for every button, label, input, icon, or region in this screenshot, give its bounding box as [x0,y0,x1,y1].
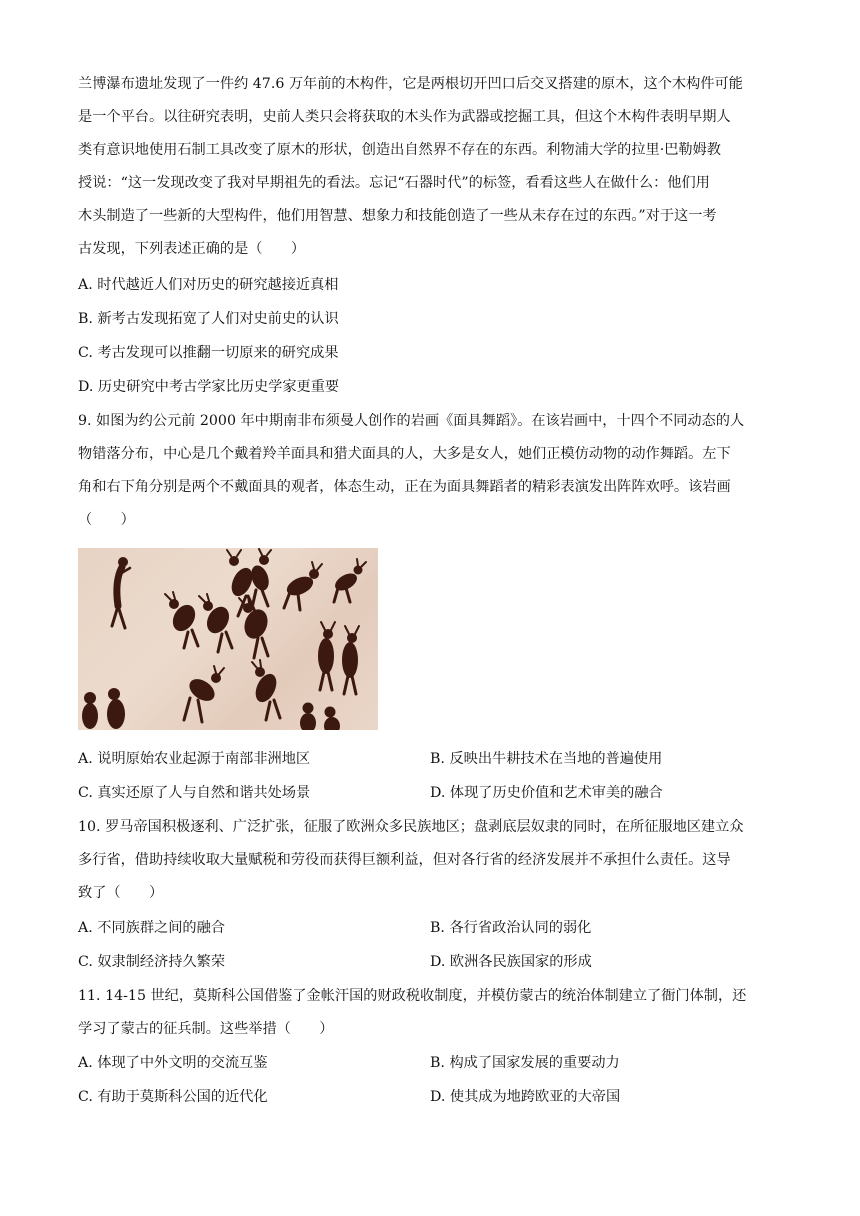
spectator-figure [107,688,125,729]
q8-stem-line: 木头制造了一些新的大型构件，他们用智慧、想象力和技能创造了一些从未存在过的东西。”对于这一考 [78,208,717,224]
q10-stem-line: 10. 罗马帝国积极逐利、广泛扩张，征服了欧洲众多民族地区；盘剥底层奴隶的同时，在所征服地区建立众 [78,819,744,835]
q11-stem-line: 学习了蒙古的征兵制。这些举措（ ） [78,1021,334,1037]
spectator-figure [300,703,316,731]
q9-option-a: A. 说明原始农业起源于南部非洲地区 [78,751,311,767]
q11-option-b: B. 构成了国家发展的重要动力 [430,1055,620,1071]
q11-option-c: C. 有助于莫斯科公国的近代化 [78,1089,268,1105]
q10-stem-line: 致了（ ） [78,885,164,901]
q10-option-a: A. 不同族群之间的融合 [78,920,225,936]
q8-stem-line: 是一个平台。以往研究表明，史前人类只会将获取的木头作为武器或挖掘工具，但这个木构件表明早期人 [78,109,731,125]
q8-option-b: B. 新考古发现拓宽了人们对史前史的认识 [78,311,339,327]
q10-option-c: C. 奴隶制经济持久繁荣 [78,954,226,970]
q9-stem-line: 9. 如图为约公元前 2000 年中期南非布须曼人创作的岩画《面具舞蹈》。在该岩画中，十四个不同动态的人 [78,413,745,429]
dancer-figure [252,660,281,720]
dancer-figure [332,559,366,602]
dancer-figure [112,557,130,628]
q8-stem-line: 兰博瀑布遗址发现了一件约 47.6 万年前的木构件，它是两根切开凹口后交叉搭建的原木，这个木构件可能 [78,76,743,92]
q9-option-d: D. 体现了历史价值和艺术审美的融合 [430,785,663,801]
q8-stem-line: 类有意识地使用石制工具改变了原木的形状，创造出自然界不存在的东西。利物浦大学的拉里·巴勒姆教 [78,142,721,158]
mask-dance-figures [78,548,378,730]
dancer-figure [184,666,224,722]
q10-stem-line: 多行省，借助持续收取大量赋税和劳役而获得巨额利益，但对各行省的经济发展并不承担什么责任。这导 [78,852,731,868]
q8-option-a: A. 时代越近人们对历史的研究越接近真相 [78,277,339,293]
q10-option-d: D. 欧洲各民族国家的形成 [430,954,592,970]
q11-option-a: A. 体现了中外文明的交流互鉴 [78,1055,268,1071]
q9-option-c: C. 真实还原了人与自然和谐共处场景 [78,785,311,801]
q9-option-b: B. 反映出牛耕技术在当地的普遍使用 [430,751,663,767]
q8-stem-line: 古发现，下列表述正确的是（ ） [78,241,306,257]
spectator-figure [324,707,340,731]
rock-painting-image [78,548,378,730]
q8-option-c: C. 考古发现可以推翻一切原来的研究成果 [78,345,339,361]
dancer-figure [199,594,233,652]
dancer-figure [165,592,200,648]
q9-stem-line: 物错落分布，中心是几个戴着羚羊面具和猎犬面具的人，大多是女人，她们正模仿动物的动作舞蹈。左下 [78,446,731,462]
q9-stem-line: （ ） [78,512,135,528]
q10-option-b: B. 各行省政治认同的弱化 [430,920,592,936]
dancer-figure [318,622,335,690]
q9-stem-line: 角和右下角分别是两个不戴面具的观者，体态生动，正在为面具舞蹈者的精彩表演发出阵阵欢呼。该岩画 [78,479,731,495]
q11-option-d: D. 使其成为地跨欧亚的大帝国 [430,1089,621,1105]
q8-stem-line: 授说：“这一发现改变了我对早期祖先的看法。忘记“石器时代”的标签，看看这些人在做什么：他们用 [78,175,710,191]
q11-stem-line: 11. 14-15 世纪，莫斯科公国借鉴了金帐汗国的财政税收制度，并模仿蒙古的统治体制建立了衙门体制，还 [78,988,747,1004]
spectator-figure [82,692,98,729]
q8-option-d: D. 历史研究中考古学家比历史学家更重要 [78,379,340,395]
dancer-figure [284,562,322,610]
dancer-figure [342,626,359,694]
